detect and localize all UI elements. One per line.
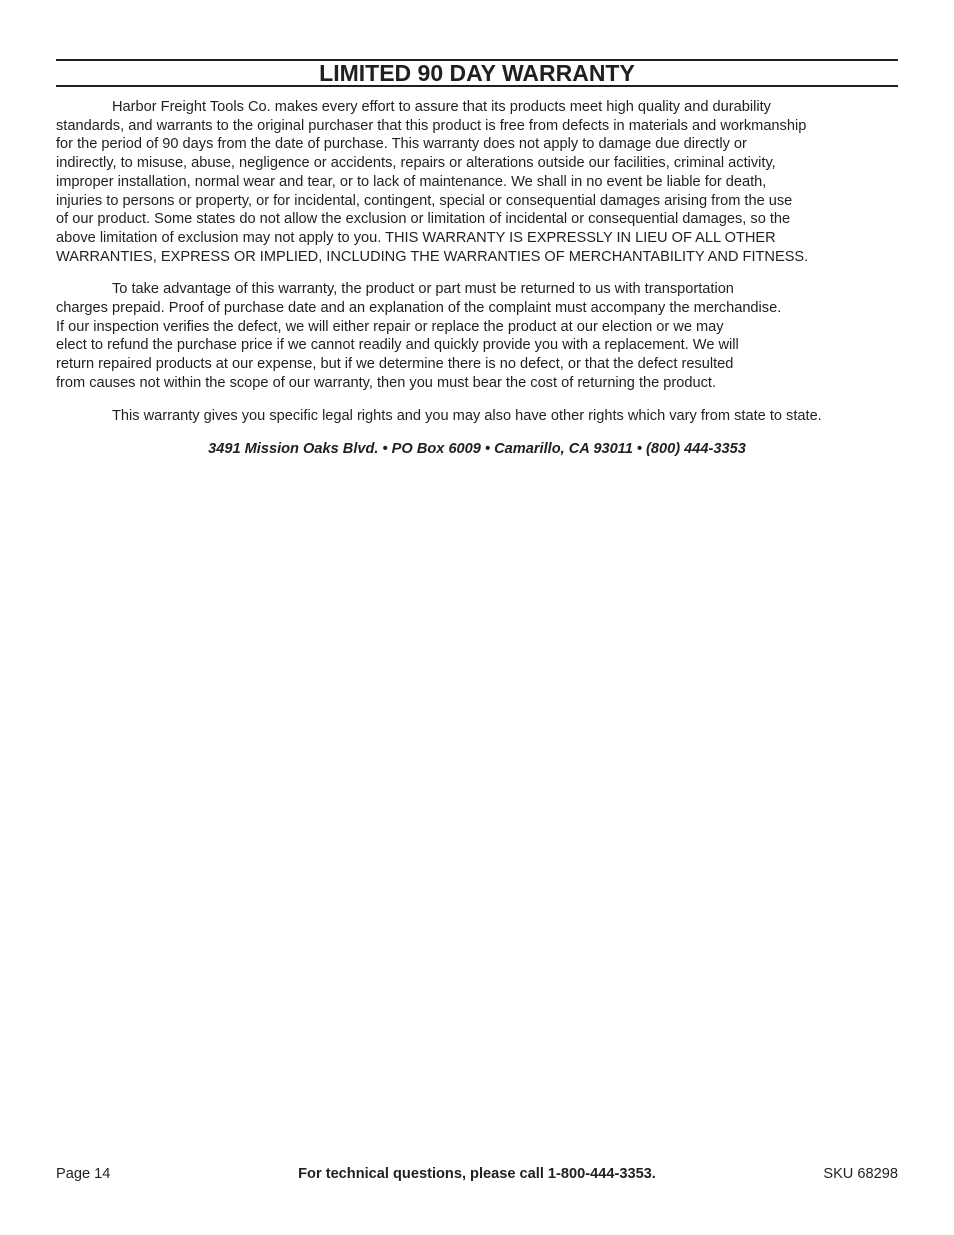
text-line: for the period of 90 days from the date of purchase. This warranty does not apply to damage due directly or (56, 136, 747, 153)
text-line: elect to refund the purchase price if we cannot readily and quickly provide you with a replacement. We will (56, 337, 739, 354)
text-line: injuries to persons or property, or for incidental, contingent, special or consequential damages arising from the use (56, 192, 793, 209)
page-number: Page 14 (56, 1166, 111, 1182)
text-line: WARRANTIES, EXPRESS OR IMPLIED, INCLUDING THE WARRANTIES OF MERCHANTABILITY AND FITNESS. (56, 248, 809, 265)
heading-rule-box (56, 59, 898, 87)
warranty-paragraph-3 (56, 407, 898, 426)
company-address: 3491 Mission Oaks Blvd. • PO Box 6009 • Camarillo, CA 93011 • (800) 444-3353 (208, 441, 746, 457)
text-line: standards, and warrants to the original purchaser that this product is free from defects in materials and workmanship (56, 117, 807, 134)
text-line: return repaired products at our expense, but if we determine there is no defect, or that the defect resulted (56, 356, 734, 373)
text-line: To take advantage of this warranty, the product or part must be returned to us with transportation (112, 281, 734, 298)
warranty-body (56, 98, 898, 439)
warranty-paragraph-2 (56, 280, 898, 392)
text-line: If our inspection verifies the defect, we will either repair or replace the product at our election or we may (56, 318, 724, 335)
text-line: Harbor Freight Tools Co. makes every effort to assure that its products meet high quality and durability (112, 99, 771, 115)
text-line: from causes not within the scope of our warranty, then you must bear the cost of returning the product. (56, 374, 717, 391)
text-line: of our product. Some states do not allow the exclusion or limitation of incidental or consequential damages, so the (56, 211, 791, 228)
sku-number: SKU 68298 (823, 1166, 898, 1182)
text-line: above limitation of exclusion may not apply to you. THIS WARRANTY IS EXPRESSLY IN LIEU OF ALL OTHER (56, 229, 776, 246)
tech-support-note: For technical questions, please call 1-800-444-3353. (298, 1166, 656, 1182)
text-line: indirectly, to misuse, abuse, negligence or accidents, repairs or alterations outside our facilities, criminal activity, (56, 155, 776, 172)
text-line: This warranty gives you specific legal rights and you may also have other rights which vary from state to state. (112, 407, 822, 424)
warranty-paragraph-1 (56, 98, 898, 266)
page-title: LIMITED 90 DAY WARRANTY (319, 60, 635, 86)
text-line: improper installation, normal wear and tear, or to lack of maintenance. We shall in no event be liable for death, (56, 173, 767, 190)
page-footer (56, 1165, 898, 1183)
text-line: charges prepaid. Proof of purchase date and an explanation of the complaint must accompany the merchandise. (56, 300, 782, 317)
